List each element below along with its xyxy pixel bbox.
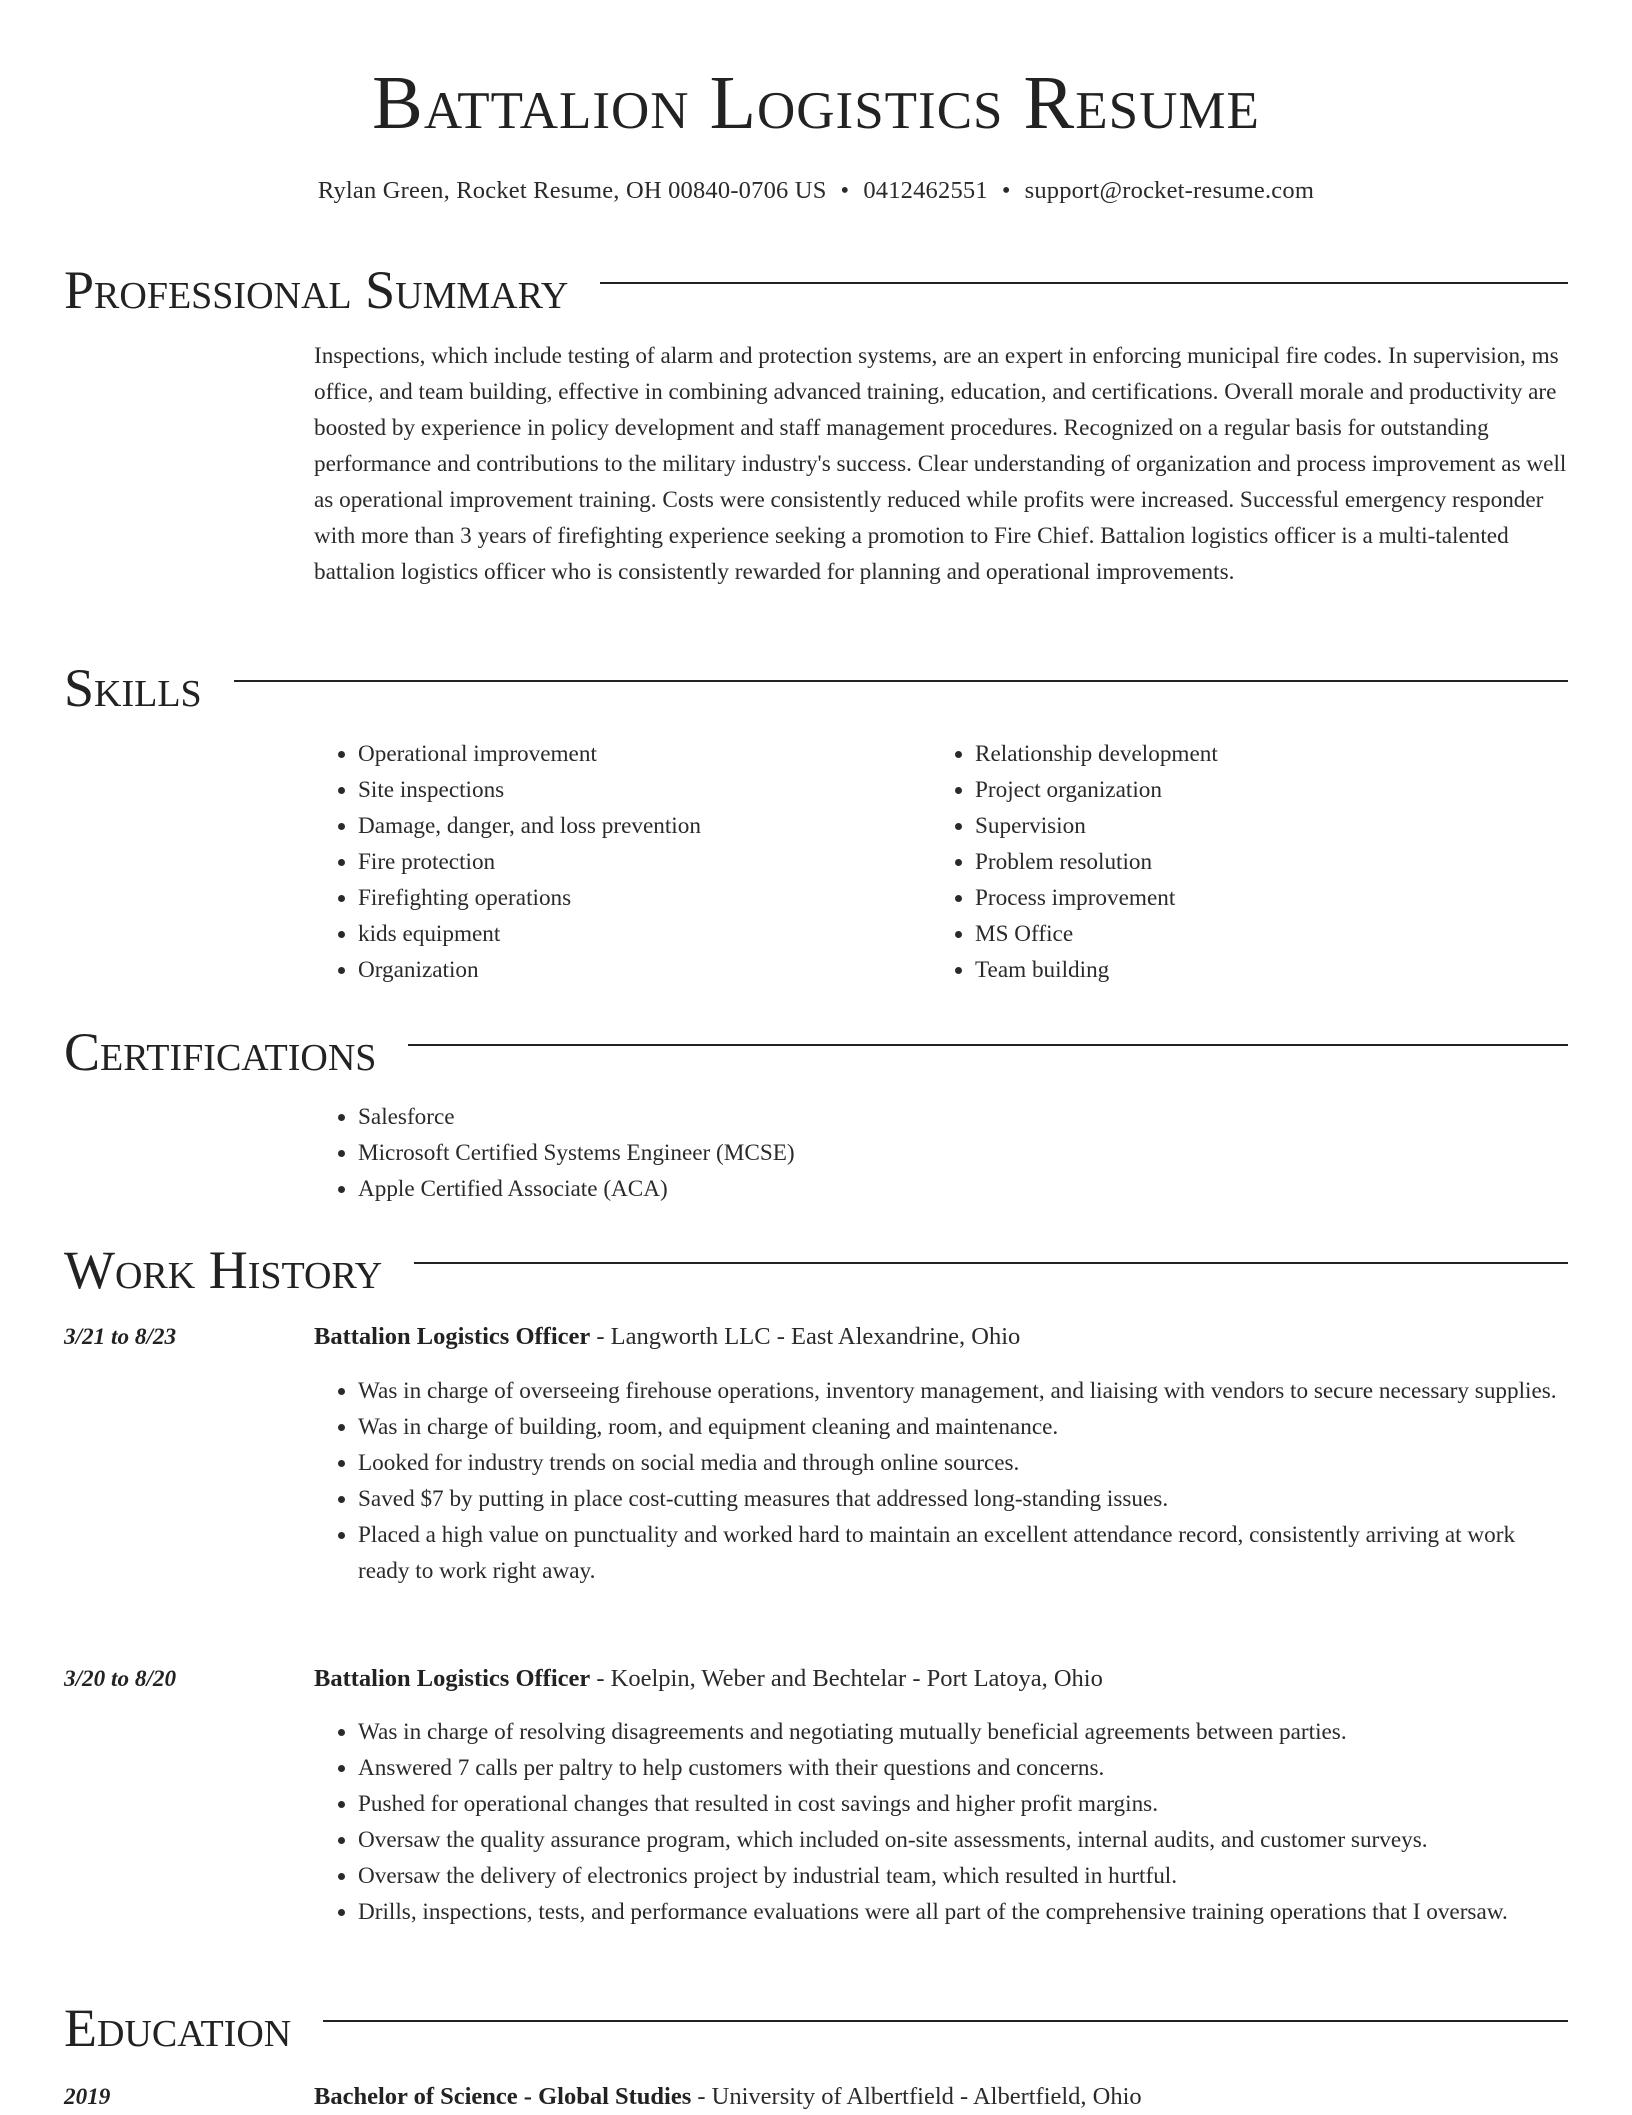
- list-item: • Was in charge of overseeing firehouse operations, inventory management, and liaising with vendors to secure necessary supplies.: [358, 1373, 1570, 1409]
- skills-column-right: [931, 736, 1551, 988]
- job-role: Battalion Logistics Officer: [314, 1323, 591, 1350]
- list-item: • Saved $7 by putting in place cost-cutting measures that addressed long-standing issues.: [358, 1481, 1570, 1517]
- list-item: • Team building: [975, 952, 1551, 988]
- section-heading-summary: [64, 258, 1568, 322]
- section-title-skills: Skills: [64, 656, 234, 720]
- resume-title: Battalion Logistics Resume: [372, 61, 1260, 145]
- list-item: • Relationship development: [975, 736, 1551, 772]
- contact-address: Rylan Green, Rocket Resume, OH 00840-0706 US: [317, 177, 827, 204]
- certifications-list: [314, 1099, 1570, 1207]
- list-item: • Apple Certified Associate (ACA): [358, 1171, 1570, 1207]
- job-bullets: [314, 1373, 1570, 1589]
- contact-separator: •: [840, 177, 850, 204]
- list-item: • Salesforce: [358, 1099, 1570, 1135]
- list-item: • Oversaw the delivery of electronics project by industrial team, which resulted in hurtful.: [358, 1858, 1570, 1894]
- list-item: • MS Office: [975, 916, 1551, 952]
- job-heading: [314, 1319, 1020, 1355]
- education-school: - University of Albertfield - Albertfield, Ohio: [691, 2083, 1142, 2110]
- section-title-education: Education: [64, 1996, 323, 2060]
- contact-phone: 0412462551: [863, 177, 988, 204]
- job-dates: 3/21 to 8/23: [64, 1324, 177, 1350]
- list-item: • Project organization: [975, 772, 1551, 808]
- contact-email: support@rocket-resume.com: [1024, 177, 1315, 204]
- section-title-certifications: Certifications: [64, 1020, 408, 1084]
- list-item: • Was in charge of building, room, and equipment cleaning and maintenance.: [358, 1409, 1570, 1445]
- list-item: • Organization: [358, 952, 914, 988]
- list-item: • Fire protection: [358, 844, 914, 880]
- list-item: • Problem resolution: [975, 844, 1551, 880]
- contact-line: [0, 175, 1632, 207]
- job-role: Battalion Logistics Officer: [314, 1665, 591, 1692]
- section-rule: [64, 680, 1568, 682]
- list-item: • kids equipment: [358, 916, 914, 952]
- list-item: • Was in charge of resolving disagreements and negotiating mutually beneficial agreements between parties.: [358, 1714, 1570, 1750]
- skills-column-left: [314, 736, 914, 988]
- section-heading-certifications: [64, 1020, 1568, 1084]
- job-dates: 3/20 to 8/20: [64, 1666, 177, 1692]
- list-item: • Looked for industry trends on social media and through online sources.: [358, 1445, 1570, 1481]
- list-item: • Operational improvement: [358, 736, 914, 772]
- list-item: • Drills, inspections, tests, and performance evaluations were all part of the comprehensive training operations that I oversaw.: [358, 1894, 1570, 1930]
- list-item: • Microsoft Certified Systems Engineer (MCSE): [358, 1135, 1570, 1171]
- section-title-work-history: Work History: [64, 1238, 414, 1302]
- education-heading: [314, 2079, 1142, 2115]
- list-item: • Process improvement: [975, 880, 1551, 916]
- list-item: • Placed a high value on punctuality and worked hard to maintain an excellent attendance record, consistently arriving at work ready to work right away.: [358, 1517, 1570, 1589]
- list-item: • Firefighting operations: [358, 880, 914, 916]
- list-item: • Site inspections: [358, 772, 914, 808]
- job-employer: - Koelpin, Weber and Bechtelar - Port Latoya, Ohio: [590, 1665, 1103, 1692]
- list-item: • Supervision: [975, 808, 1551, 844]
- list-item: • Damage, danger, and loss prevention: [358, 808, 914, 844]
- list-item: • Answered 7 calls per paltry to help customers with their questions and concerns.: [358, 1750, 1570, 1786]
- section-heading-education: [64, 1996, 1568, 2060]
- education-year: 2019: [64, 2084, 111, 2110]
- list-item: • Pushed for operational changes that resulted in cost savings and higher profit margins.: [358, 1786, 1570, 1822]
- section-heading-work-history: [64, 1238, 1568, 1302]
- list-item: • Oversaw the quality assurance program, which included on-site assessments, internal audits, and customer surveys.: [358, 1822, 1570, 1858]
- section-title-summary: Professional Summary: [64, 258, 600, 322]
- section-heading-skills: [64, 656, 1568, 720]
- job-bullets: [314, 1714, 1570, 1930]
- job-heading: [314, 1661, 1103, 1697]
- contact-separator: •: [1001, 177, 1011, 204]
- job-employer: - Langworth LLC - East Alexandrine, Ohio: [590, 1323, 1021, 1350]
- education-degree: Bachelor of Science - Global Studies: [314, 2083, 692, 2110]
- summary-text: Inspections, which include testing of alarm and protection systems, are an expert in enforcing municipal fire codes. In supervision, ms office, and team building, effective in combining advanced training, education, and certifications. Overall morale and productivity are boosted by experience in policy development and staff management procedures. Recognized on a regular basis for outstanding performance and contributions to the military industry's success. Clear understanding of organization and process improvement as well as operational improvement training. Costs were consistently reduced while profits were increased. Successful emergency responder with more than 3 years of firefighting experience seeking a promotion to Fire Chief. Battalion logistics officer is a multi-talented battalion logistics officer who is consistently rewarded for planning and operational improvements.: [314, 343, 1567, 585]
